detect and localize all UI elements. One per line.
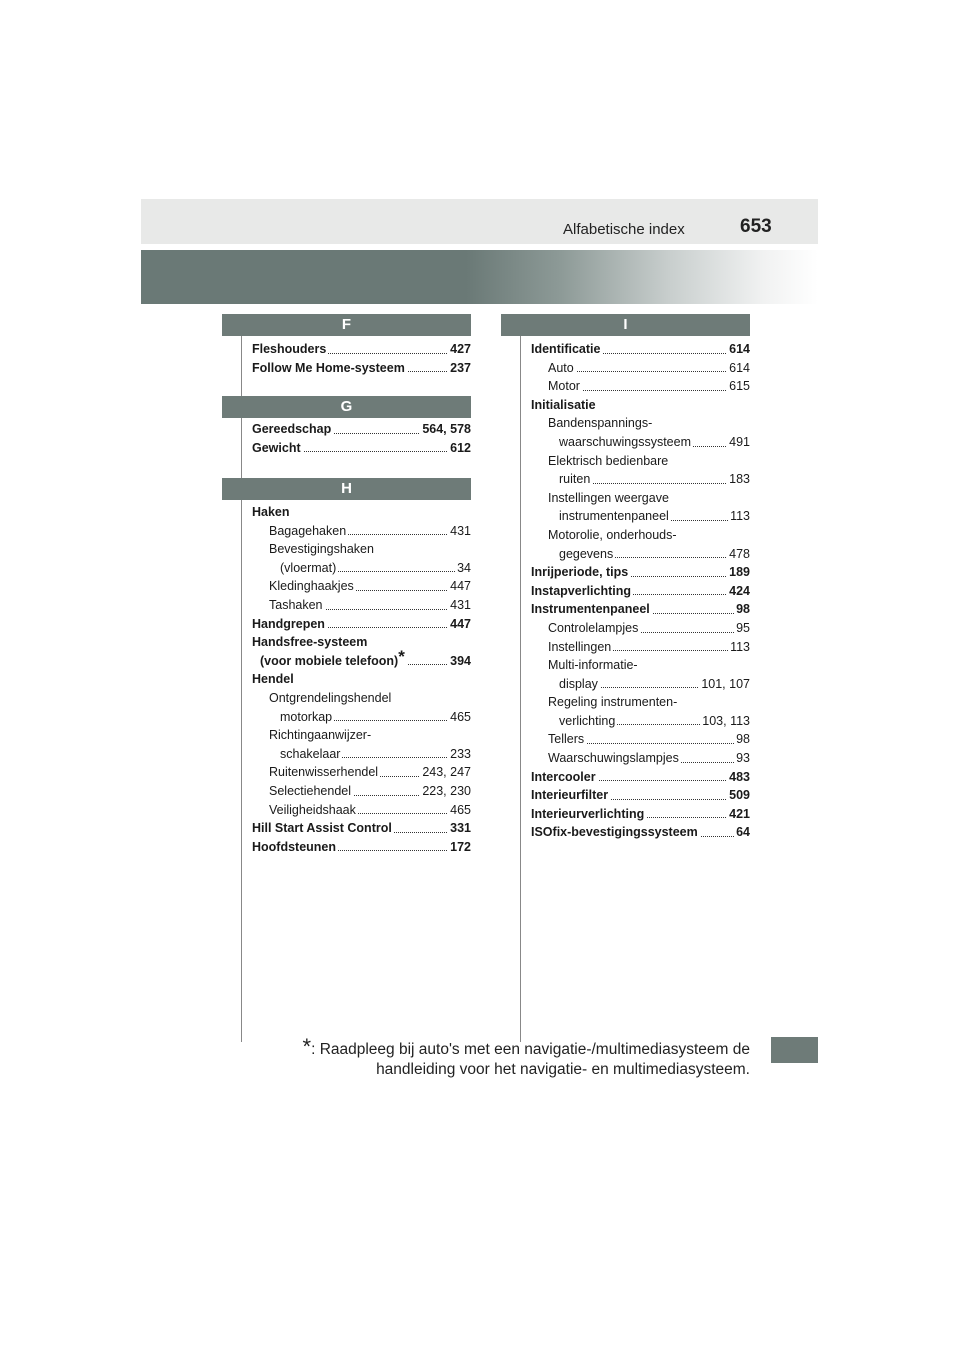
index-entry [531, 600, 750, 619]
index-entry-list [531, 340, 750, 842]
index-term-text: (voor mobiele telefoon) [260, 653, 399, 668]
index-entry [252, 708, 471, 727]
index-term-text: Interieurfilter [531, 788, 609, 803]
index-entry [531, 675, 750, 694]
index-term-text: Intercooler [531, 769, 596, 784]
index-entry [531, 693, 750, 712]
chapter-tab [771, 1037, 818, 1063]
page-reference: 394 [448, 652, 471, 671]
index-term [531, 342, 602, 356]
page-reference: 113 [728, 638, 750, 657]
index-term [531, 398, 598, 412]
index-entry [531, 377, 750, 396]
index-term-text: ISOfix-bevestigingssysteem [531, 825, 698, 840]
index-term [559, 472, 592, 486]
index-term-text: (vloermat) [280, 560, 337, 575]
section-header-g: G [222, 396, 471, 418]
index-term [548, 621, 640, 635]
index-entry-list [252, 420, 471, 457]
index-term-text: Selectiehendel [269, 783, 352, 798]
section-header-i: I [501, 314, 750, 336]
index-term [531, 565, 630, 579]
page-reference: 113 [728, 507, 750, 526]
index-term-text: Richtingaanwijzer- [269, 728, 372, 743]
footnote-reference: * [398, 646, 405, 666]
index-term-text: Identificatie [531, 342, 601, 356]
index-entry [252, 689, 471, 708]
index-term [548, 751, 681, 765]
index-term [548, 640, 613, 654]
index-term-text: Veiligheidshaak [269, 802, 356, 817]
page-reference: 183 [727, 470, 750, 489]
page-reference: 233 [448, 745, 471, 764]
index-term [269, 728, 373, 742]
index-entry [531, 489, 750, 508]
index-entry [252, 522, 471, 541]
index-entry [531, 730, 750, 749]
page-reference: 331 [448, 819, 471, 838]
index-term-text: verlichting [559, 713, 616, 728]
index-term-text: ruiten [559, 472, 591, 487]
page-reference: 189 [727, 563, 750, 582]
page-reference: 98 [734, 600, 750, 619]
index-term [252, 361, 407, 375]
page-reference: 34 [455, 559, 471, 578]
index-entry [531, 656, 750, 675]
page-reference: 98 [734, 730, 750, 749]
footnote-line-2: handleiding voor het navigatie- en multimediasysteem. [376, 1061, 750, 1078]
index-term [548, 491, 671, 505]
index-term-text: Haken [252, 505, 290, 519]
index-entry [531, 470, 750, 489]
index-term-text: Fleshouders [252, 342, 327, 356]
index-entry [531, 545, 750, 564]
index-entry [252, 726, 471, 745]
page-reference: 103, 113 [700, 712, 750, 731]
index-term [548, 416, 654, 430]
index-term [280, 747, 342, 761]
index-entry [531, 805, 750, 824]
index-term [269, 784, 353, 798]
index-term-text: gegevens [559, 546, 614, 561]
footnote [290, 1034, 750, 1080]
index-term-text: Ontgrendelingshendel [269, 690, 392, 705]
index-entry [252, 763, 471, 782]
index-term-text: motorkap [280, 709, 333, 724]
index-entry [252, 359, 471, 378]
index-term [269, 691, 393, 705]
page-reference: 421 [727, 805, 750, 824]
index-entry [252, 745, 471, 764]
index-term [252, 422, 333, 436]
index-term-text: instrumentenpaneel [559, 509, 669, 524]
index-term [269, 803, 358, 817]
index-entry [531, 786, 750, 805]
page-reference: 427 [448, 340, 471, 359]
index-term [252, 821, 394, 835]
index-term-text: Instrumentenpaneel [531, 602, 650, 617]
index-term [269, 598, 325, 612]
index-term-text: Bagagehaken [269, 523, 347, 538]
index-term-text: Gereedschap [252, 422, 332, 436]
index-entry [531, 823, 750, 842]
index-term-text: Hoofdsteunen [252, 839, 337, 854]
header-band [141, 250, 818, 304]
index-entry [531, 619, 750, 638]
index-entry [531, 712, 750, 731]
page-reference: 491 [727, 433, 750, 452]
index-entry [531, 526, 750, 545]
index-term [280, 710, 334, 724]
index-term-text: Gewicht [252, 440, 301, 455]
index-term [252, 342, 328, 356]
page-reference: 483 [727, 768, 750, 787]
page-reference: 564, 578 [420, 420, 471, 439]
index-term [531, 584, 633, 598]
index-term [559, 509, 671, 523]
right-column-rule [520, 336, 521, 1042]
index-term-text: Bandenspannings- [548, 416, 653, 431]
index-term [260, 646, 407, 668]
page-reference: 509 [727, 786, 750, 805]
index-term [269, 524, 348, 538]
index-term-text: waarschuwingssysteem [559, 434, 691, 449]
index-term [548, 379, 582, 393]
index-term-text: Ruitenwisserhendel [269, 765, 379, 780]
index-term [548, 695, 679, 709]
page-reference: 447 [448, 577, 471, 596]
index-entry-list [252, 340, 471, 377]
index-term [548, 732, 586, 746]
page-reference: 424 [727, 582, 750, 601]
index-entry [531, 396, 750, 415]
index-term-text: Instellingen weergave [548, 490, 669, 505]
index-term-text: Tashaken [269, 597, 323, 612]
index-entry [531, 507, 750, 526]
index-entry [531, 768, 750, 787]
index-entry [252, 577, 471, 596]
index-entry [252, 503, 471, 522]
section-header-h: H [222, 478, 471, 500]
page-reference: 465 [448, 708, 471, 727]
index-entry [252, 340, 471, 359]
index-term-text: Handsfree-systeem [252, 635, 368, 650]
index-term [280, 561, 338, 575]
index-term-text: Bevestigingshaken [269, 542, 374, 557]
index-entry [252, 559, 471, 578]
index-entry [531, 340, 750, 359]
index-entry [531, 749, 750, 768]
index-term [548, 361, 576, 375]
index-term-text: Auto [548, 360, 574, 375]
index-term [252, 441, 303, 455]
dot-leader [548, 371, 750, 372]
index-term [531, 788, 610, 802]
page-reference: 615 [727, 377, 750, 396]
index-entry [531, 359, 750, 378]
index-term-text: Interieurverlichting [531, 806, 645, 821]
index-entry [252, 646, 471, 671]
page-reference: 101, 107 [699, 675, 750, 694]
page-reference: 614 [727, 340, 750, 359]
index-term [269, 765, 380, 779]
index-term [531, 825, 700, 839]
index-term-text: Instapverlichting [531, 583, 632, 598]
index-term-text: Instellingen [548, 639, 612, 654]
index-entry [252, 801, 471, 820]
index-term-text: Hill Start Assist Control [252, 821, 392, 836]
index-entry [531, 582, 750, 601]
index-entry [531, 563, 750, 582]
footnote-marker: * [302, 1034, 312, 1059]
footnote-line-1: : Raadpleeg bij auto's met een navigatie-/multimediasysteem de [311, 1041, 750, 1058]
index-term [531, 807, 646, 821]
page-title: Alfabetische index [563, 221, 685, 238]
index-entry [252, 838, 471, 857]
index-entry [531, 414, 750, 433]
index-entry-list [252, 503, 471, 856]
index-term-text: Handgrepen [252, 616, 325, 631]
index-term-text: Regeling instrumenten- [548, 695, 678, 710]
index-term-text: schakelaar [280, 746, 341, 761]
index-term-text: Controlelampjes [548, 620, 639, 635]
page-reference: 243, 247 [420, 763, 471, 782]
index-term [531, 770, 598, 784]
index-term [559, 714, 617, 728]
index-term-text: Inrijperiode, tips [531, 565, 629, 580]
index-term [548, 454, 670, 468]
index-entry [252, 819, 471, 838]
index-term [559, 547, 615, 561]
index-term [252, 840, 338, 854]
index-term-text: Kledinghaakjes [269, 579, 354, 594]
index-term-text: display [559, 676, 598, 691]
index-term-text: Elektrisch bedienbare [548, 453, 669, 468]
page-reference: 237 [448, 359, 471, 378]
index-entry [252, 615, 471, 634]
index-term [548, 658, 640, 672]
index-entry [252, 439, 471, 458]
index-entry [252, 670, 471, 689]
header-bar [141, 199, 818, 244]
page-reference: 614 [727, 359, 750, 378]
index-term [548, 528, 679, 542]
index-term-text: Follow Me Home-systeem [252, 360, 405, 375]
index-term [559, 435, 693, 449]
page-reference: 95 [734, 619, 750, 638]
page-reference: 478 [727, 545, 750, 564]
index-term-text: Waarschuwingslampjes [548, 751, 679, 766]
index-entry [531, 638, 750, 657]
index-term [252, 505, 292, 519]
index-term-text: Hendel [252, 672, 294, 687]
section-header-f: F [222, 314, 471, 336]
index-term [269, 542, 376, 556]
index-entry [531, 433, 750, 452]
index-entry [252, 782, 471, 801]
page-reference: 64 [734, 823, 750, 842]
page-reference: 431 [448, 596, 471, 615]
index-term [252, 672, 296, 686]
page-number: 653 [740, 216, 772, 237]
index-term [252, 635, 369, 649]
index-term [531, 602, 652, 616]
index-term-text: Motor [548, 379, 580, 394]
page-reference: 612 [448, 439, 471, 458]
index-term-text: Initialisatie [531, 397, 596, 412]
page-reference: 93 [734, 749, 750, 768]
page-reference: 447 [448, 615, 471, 634]
left-column-rule [241, 336, 242, 1042]
index-term-text: Multi-informatie- [548, 658, 638, 673]
index-term [252, 617, 327, 631]
index-entry [252, 420, 471, 439]
index-term [559, 677, 600, 691]
index-entry [531, 452, 750, 471]
page-reference: 431 [448, 522, 471, 541]
page-reference: 172 [448, 838, 471, 857]
page-reference: 223, 230 [420, 782, 471, 801]
index-term-text: Tellers [548, 732, 585, 747]
index-entry [252, 540, 471, 559]
index-term-text: Motorolie, onderhouds- [548, 527, 677, 542]
index-term [269, 579, 356, 593]
page-reference: 465 [448, 801, 471, 820]
index-entry [252, 633, 471, 652]
index-entry [252, 596, 471, 615]
